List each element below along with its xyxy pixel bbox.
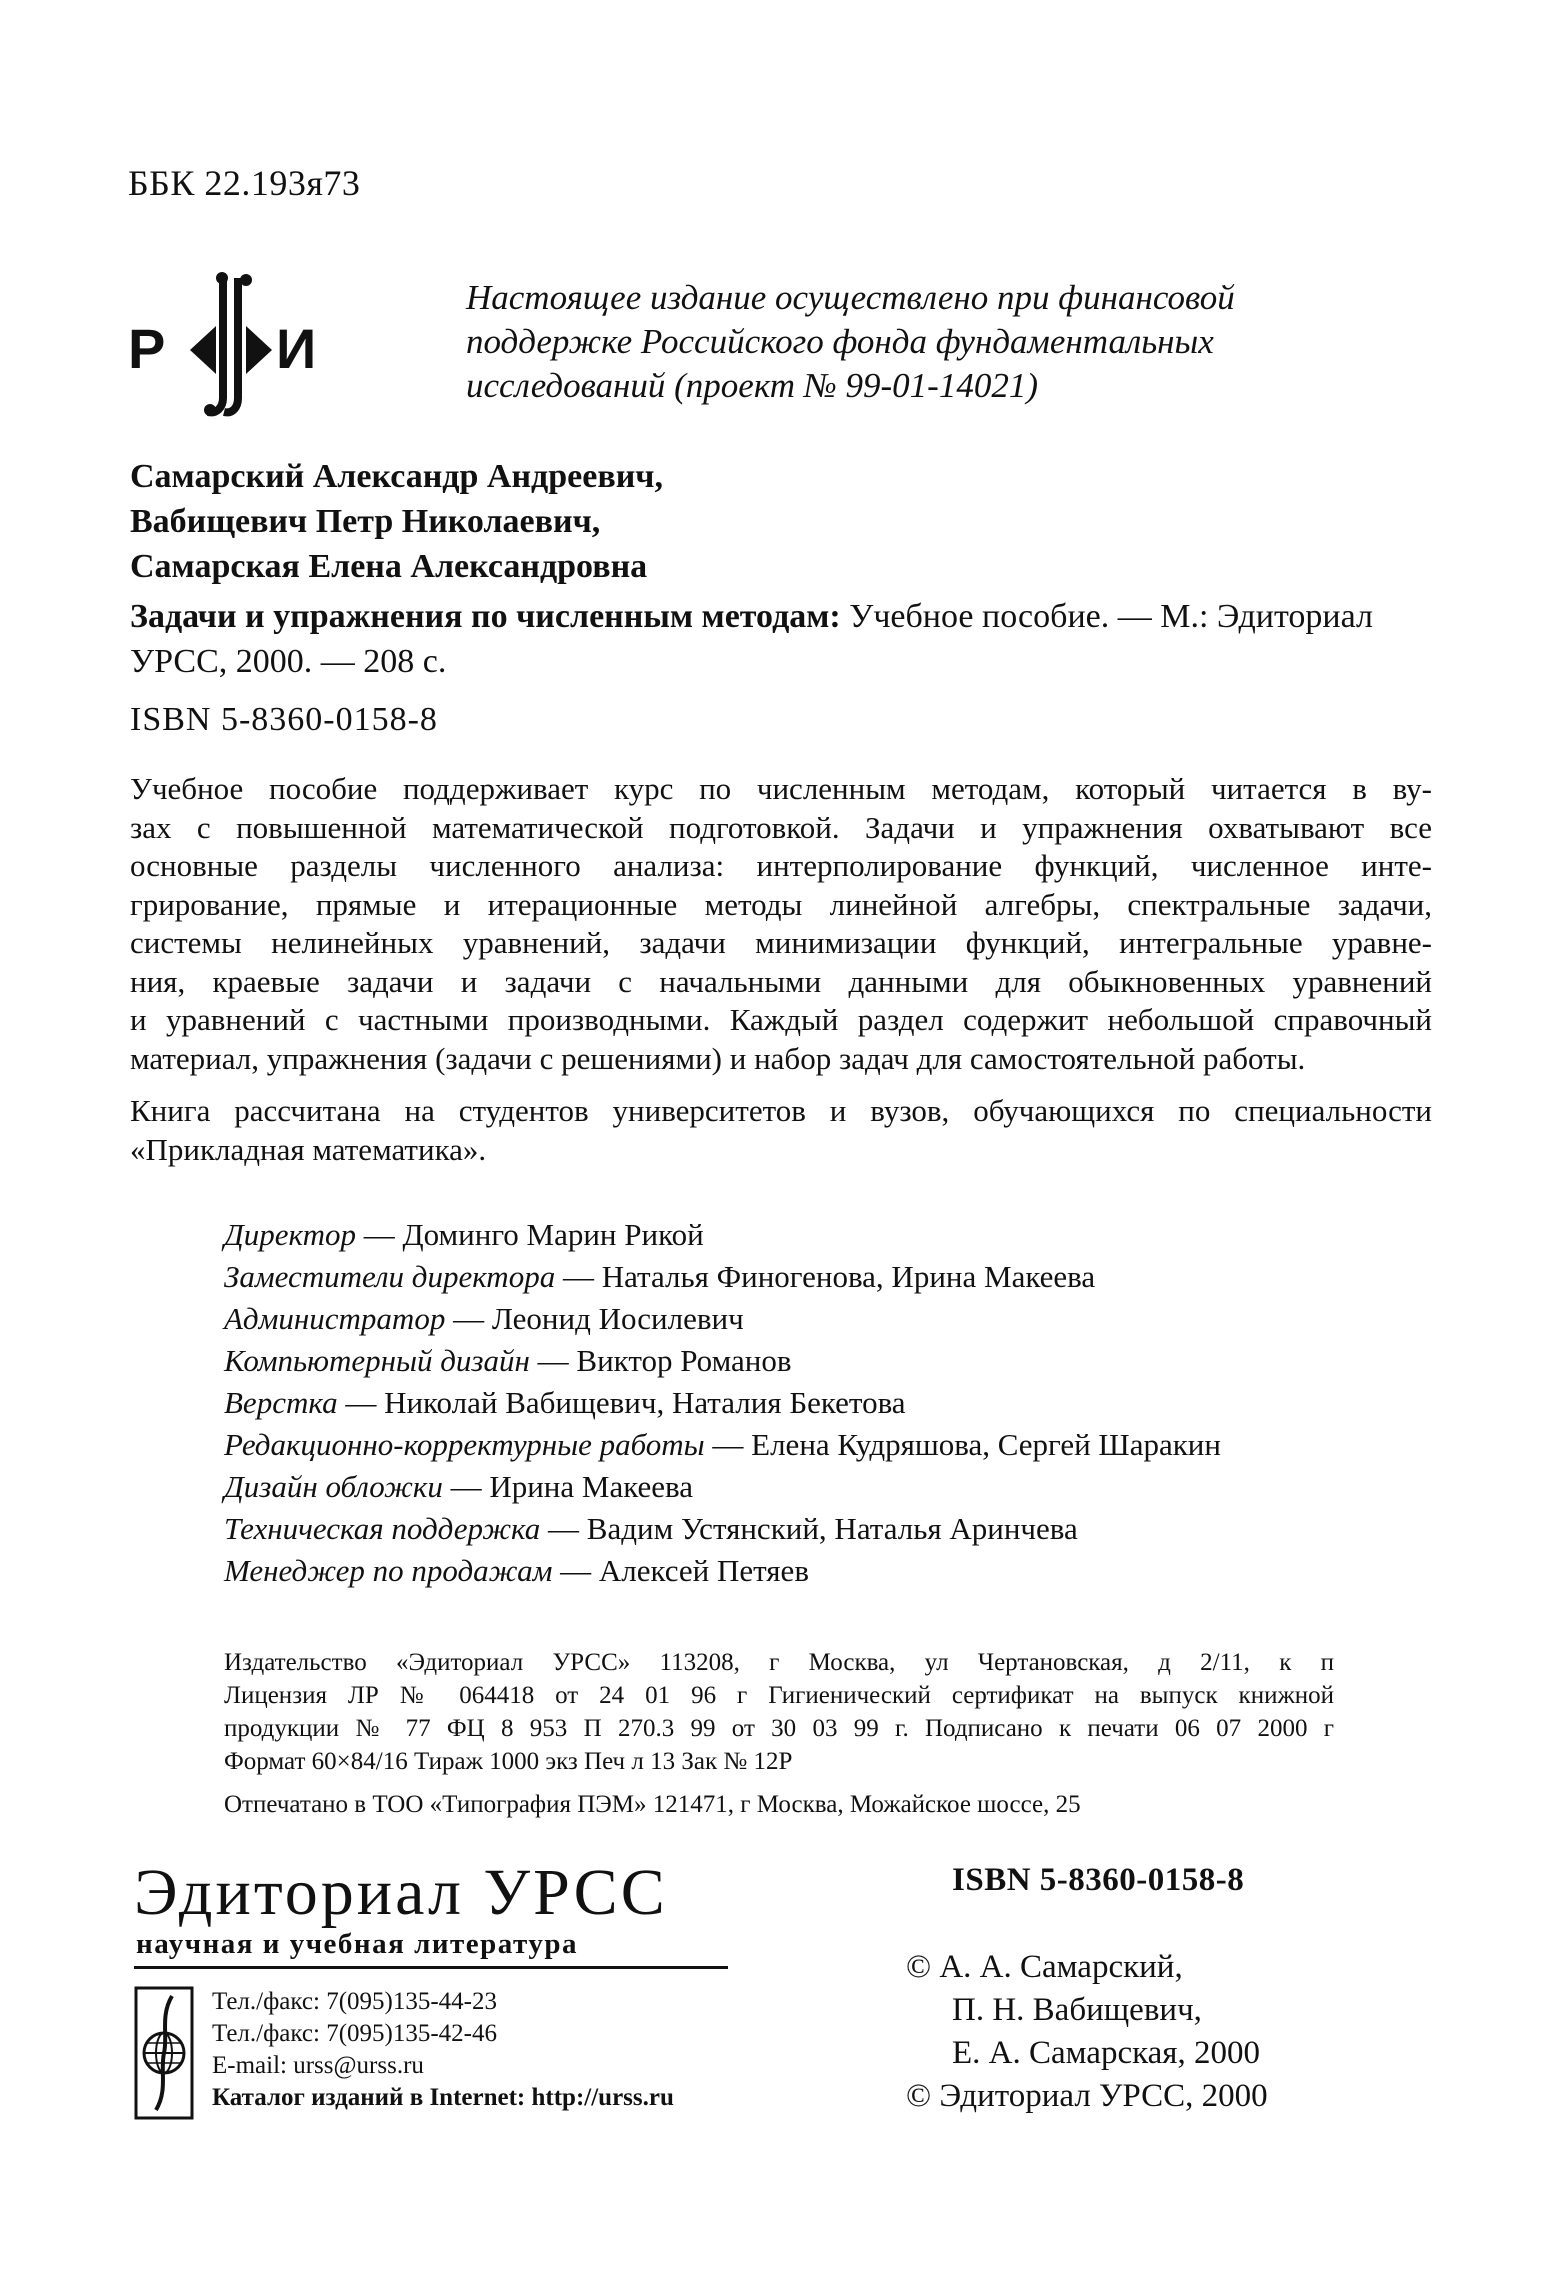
copyright-line: П. Н. Вабищевич, [952, 1992, 1202, 2028]
staff-row: Верстка — Николай Вабищевич, Наталия Бекетова [224, 1385, 906, 1420]
imprint-line: Издательство «Эдиториал УРСС» 113208, г Москва, ул Чертановская, д 2/11, к п [224, 1649, 1334, 1676]
imprint-line: Лицензия ЛР № 064418 от 24 01 96 г Гигиенический сертификат на выпуск книжной [224, 1682, 1334, 1709]
staff-names: Вадим Устянский, Наталья Аринчева [586, 1511, 1078, 1546]
staff-row: Редакционно-корректурные работы — Елена Кудряшова, Сергей Шаракин [224, 1427, 1221, 1462]
audience-line: Книга рассчитана на студентов университетов и вузов, обучающихся по специальности [130, 1093, 1432, 1128]
staff-row: Компьютерный дизайн — Виктор Романов [224, 1343, 792, 1378]
staff-role: Дизайн обложки [224, 1469, 443, 1504]
staff-row: Администратор — Леонид Иосилевич [224, 1301, 744, 1336]
imprint-line: продукции № 77 ФЦ 8 953 П 270.3 99 от 30 03 99 г. Подписано к печати 06 07 2000 г [224, 1715, 1334, 1742]
bibliographic-title [130, 594, 1430, 684]
staff-row: Дизайн обложки — Ирина Макеева [224, 1469, 694, 1504]
staff-names: Елена Кудряшова, Сергей Шаракин [751, 1427, 1221, 1462]
staff-row: Директор — Доминго Марин Рикой [224, 1217, 704, 1252]
imprint [224, 1646, 1334, 1821]
staff-role: Директор [224, 1217, 356, 1252]
publisher-name: Эдиториал УРСС [134, 1856, 668, 1929]
isbn-number-footer: ISBN 5-8360-0158-8 [952, 1862, 1245, 1898]
imprint-line: Формат 60×84/16 Тираж 1000 экз Печ л 13 Зак № 12Р [224, 1748, 793, 1775]
divider [134, 1966, 728, 1969]
author-name: Самарская Елена Александровна [130, 548, 648, 585]
staff-role: Верстка [224, 1385, 338, 1420]
abstract-line: системы нелинейных уравнений, задачи минимизации функций, интегральные уравне- [130, 925, 1432, 960]
rfi-logo-icon [128, 268, 338, 418]
staff-names: Николай Вабищевич, Наталия Бекетова [384, 1385, 906, 1420]
author-name: Самарский Александр Андреевич, [130, 458, 663, 495]
staff-credits [224, 1214, 1221, 1592]
grant-note-line: Настоящее издание осуществлено при финансовой [466, 278, 1235, 317]
publisher-tagline: научная и учебная литература [136, 1928, 579, 1960]
printed-by: Отпечатано в ТОО «Типография ПЭМ» 121471, г Москва, Можайское шоссе, 25 [224, 1791, 1081, 1818]
publisher-contacts [134, 1986, 728, 2120]
grant-note-line: исследований (проект № 99-01-14021) [466, 366, 1038, 405]
author-name: Вабищевич Петр Николаевич, [130, 503, 601, 540]
audience-line: «Прикладная математика». [130, 1131, 487, 1167]
staff-role: Заместители директора [224, 1259, 556, 1294]
copyright-line: © Эдиториал УРСС, 2000 [906, 2078, 1268, 2114]
abstract-line: ния, краевые задачи и задачи с начальными данными для обыкновенных уравнений [130, 963, 1432, 999]
staff-names: Алексей Петяев [598, 1553, 809, 1588]
grant-note [466, 276, 1326, 408]
abstract-line: грирование, прямые и итерационные методы линейной алгебры, спектральные задачи, [130, 886, 1432, 922]
contact-phone: Тел./факс: 7(095)135-42-46 [212, 2020, 497, 2047]
grant-note-line: поддержке Российского фонда фундаментальных [466, 322, 1214, 361]
contact-phone: Тел./факс: 7(095)135-44-23 [212, 1988, 497, 2015]
staff-role: Менеджер по продажам [224, 1553, 553, 1588]
staff-names: Ирина Макеева [489, 1469, 694, 1504]
staff-role: Администратор [224, 1301, 446, 1336]
abstract-line: Учебное пособие поддерживает курс по численным методам, который читается в ву- [130, 771, 1432, 806]
staff-names: Наталья Финогенова, Ирина Макеева [601, 1259, 1096, 1294]
staff-role: Компьютерный дизайн [224, 1343, 530, 1378]
staff-names: Виктор Романов [576, 1343, 792, 1378]
copyright-block [906, 1946, 1268, 2118]
urss-globe-logo-icon [134, 1986, 194, 2120]
staff-role: Редакционно-корректурные работы [224, 1427, 705, 1462]
book-title-details: Учебное пособие. — М.: Эдиториал [840, 598, 1373, 635]
abstract-line: материал, упражнения (задачи с решениями) и набор задач для самостоятельной работы. [130, 1040, 1306, 1076]
svg-text:Р: Р [128, 317, 166, 380]
authors-list [130, 454, 663, 589]
copyright-line: Е. А. Самарская, 2000 [952, 2035, 1260, 2071]
bbk-code: ББК 22.193я73 [128, 163, 361, 203]
book-title: Задачи и упражнения по численным методам: [130, 598, 841, 635]
abstract-line: и уравнений с частными производными. Каждый раздел содержит небольшой справочный [130, 1002, 1432, 1037]
abstract [130, 770, 1432, 1169]
isbn-number: ISBN 5-8360-0158-8 [130, 701, 438, 738]
staff-names: Доминго Марин Рикой [402, 1217, 704, 1252]
staff-row: Менеджер по продажам — Алексей Петяев [224, 1553, 809, 1588]
contact-catalog: Каталог изданий в Internet: http://urss.ru [212, 2084, 674, 2111]
staff-names: Леонид Иосилевич [491, 1301, 744, 1336]
book-title-imprint: УРСС, 2000. — 208 с. [130, 643, 447, 680]
svg-text:И: И [276, 317, 317, 380]
contact-email: E-mail: urss@urss.ru [212, 2052, 424, 2079]
copyright-line: © А. А. Самарский, [906, 1949, 1183, 1985]
staff-row: Заместители директора — Наталья Финогенова, Ирина Макеева [224, 1259, 1096, 1294]
staff-role: Техническая поддержка [224, 1511, 541, 1546]
abstract-line: зах с повышенной математической подготовкой. Задачи и упражнения охватывают все [130, 809, 1432, 845]
abstract-line: основные разделы численного анализа: интерполирование функций, численное инте- [130, 848, 1432, 883]
staff-row: Техническая поддержка — Вадим Устянский, Наталья Аринчева [224, 1511, 1078, 1546]
